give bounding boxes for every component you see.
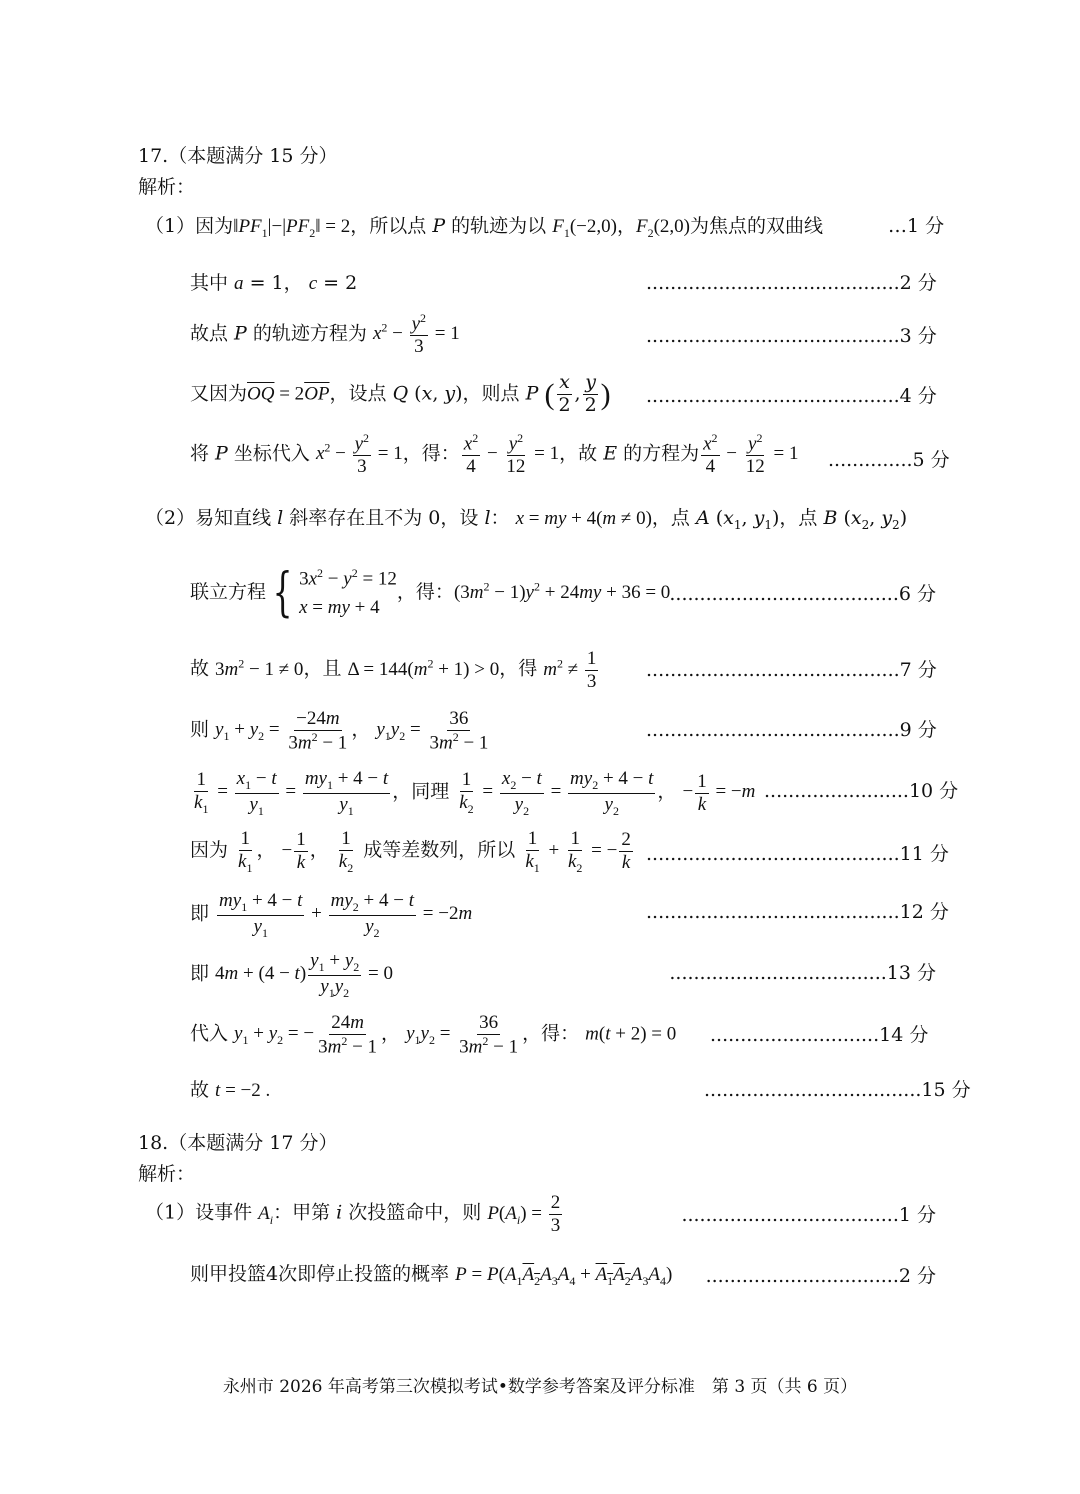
q18-analysis-label: 解析：	[138, 1163, 196, 1185]
q17-line-vector: 又因为$\overline{OQ} = 2\overline{OP}$，设点 Q (x, y)，则点 P ( $\frac{x}{2}$ , $\frac{y}{2}$ )	[190, 371, 611, 416]
page-footer: 永州市 2026 年高考第三次模拟考试•数学参考答案及评分标准 第 3 页（共 6 页）	[222, 1377, 858, 1397]
q17-line-substitute: 代入 $y_1 + y_2$ = − $\frac{24m}{3m^2 - 1}$ ， $y_1y_2$ = $\frac{36}{3m^2 - 1}$ ，得： m(t + 2) = 0	[190, 1012, 677, 1058]
q17-line-a-c: 其中 a = 1， c = 2	[190, 272, 358, 294]
q17-header: 17.（本题满分 15 分）	[138, 145, 338, 167]
q17-line-system: 联立方程 { $3x^2 - y^2 = 12$ x = my + 4 ，得：$(3m^2 - 1)y^2 + 24my + 36 = 0$	[190, 563, 671, 624]
score-1: …1 分	[888, 215, 945, 237]
score-2: ..........................................2 分	[646, 272, 937, 294]
q17-line-sum: 即 $\frac{my_1 + 4 - t}{y_1}$ + $\frac{my_2 + 4 - t}{y_2}$ = −2m	[190, 890, 473, 940]
score-14: ............................14 分	[710, 1024, 929, 1046]
text: ，所以点 P 的轨迹为以	[350, 215, 553, 237]
q17-analysis-label: 解析：	[138, 176, 196, 198]
score-13: ....................................13 分	[669, 962, 936, 984]
score-10: ........................10 分	[764, 780, 959, 802]
score-6: ......................................6 分	[669, 583, 936, 605]
score-15: ....................................15 分	[704, 1079, 971, 1101]
comma: ，	[616, 215, 636, 237]
q18-line-event: （1）设事件 $A_i$：甲第 i 次投篮命中，则 $P(A_i)$ = $\frac{2}{3}$	[145, 1192, 561, 1236]
q18-header: 18.（本题满分 17 分）	[138, 1132, 338, 1154]
score-5: ..............5 分	[828, 449, 950, 471]
score-11: ..........................................11 分	[646, 843, 949, 865]
part-number: （1）	[145, 215, 196, 237]
score-3: ..........................................3 分	[646, 325, 937, 347]
score-12: ..........................................12 分	[646, 901, 949, 923]
score-7: ..........................................7 分	[646, 659, 937, 681]
q18-line-probability: 则甲投篮4次即停止投篮的概率 $P = P(A_1A_2A_3A_4 + A_1A_2A_3A_4)$	[190, 1263, 673, 1288]
score-18-2: ................................2 分	[705, 1265, 936, 1287]
q17-line-locus: 故点 P 的轨迹方程为 $x^2$ − $\frac{y^2}{3}$ = 1	[190, 311, 460, 358]
math-condition: $‖PF_1|-|PF_2‖ = 2$	[233, 216, 351, 240]
q17-line-equation-e: 将 P 坐标代入 $x^2$ − $\frac{y^2}{3}$ = 1，得： $\frac{x^2}{4}$ − $\frac{y^2}{12}$ = 1，故 E 的方程为 $\frac{x^2}{4}$ − $\frac{y^2}{12}$ = 1	[190, 431, 799, 478]
q17-part1-line	[145, 216, 823, 240]
q17-line-simplify: 即 4m + (4 − t) $\frac{y_1 + y_2}{y_1y_2}$ = 0	[190, 950, 393, 1000]
score-18-1: ....................................1 分	[681, 1204, 936, 1226]
q17-line-discriminant: 故 $3m^2 - 1 \ne 0$，且 $\Delta = 144(m^2 + 1) > 0$，得 $m^2$ ≠ $\frac{1}{3}$	[190, 648, 597, 692]
text: 为焦点的双曲线	[689, 215, 823, 237]
q17-line-arithmetic: 因为 $\frac{1}{k_1}$ ， − $\frac{1}{k}$ ， $\frac{1}{k_2}$ 成等差数列，所以 $\frac{1}{k_1}$ + $\frac{1}{k_2}$ = − $\frac{2}{k}$	[190, 828, 631, 875]
q17-line-vieta: 则 $y_1 + y_2$ = $\frac{-24m}{3m^2 - 1}$ ， $y_1y_2$ = $\frac{36}{3m^2 - 1}$	[190, 708, 489, 754]
text: 因为	[195, 215, 234, 237]
q17-part2-line: （2）易知直线 l 斜率存在且不为 0，设 l： x = my + 4(m ≠ 0)，点 A ($x_1$, $y_1$)，点 B ($x_2$, $y_2$)	[145, 507, 908, 532]
focus-f2: $F_2(2,0)$	[635, 216, 690, 240]
q17-line-slopes: $\frac{1}{k_1}$ = $\frac{x_1 - t}{y_1}$ = $\frac{my_1 + 4 - t}{y_1}$ ，同理 $\frac{1}{k_2}$ = $\frac{x_2 - t}{y_2}$ = $\frac{my_2 + 4 - t}{y_2}$ ， − $\frac{1}{k}$ = −m	[194, 768, 756, 818]
q17-line-conclusion: 故 t = −2 .	[190, 1079, 271, 1101]
score-4: ..........................................4 分	[646, 385, 937, 407]
score-9: ..........................................9 分	[646, 719, 937, 741]
focus-f1: $F_1(-2,0)$	[552, 216, 617, 240]
